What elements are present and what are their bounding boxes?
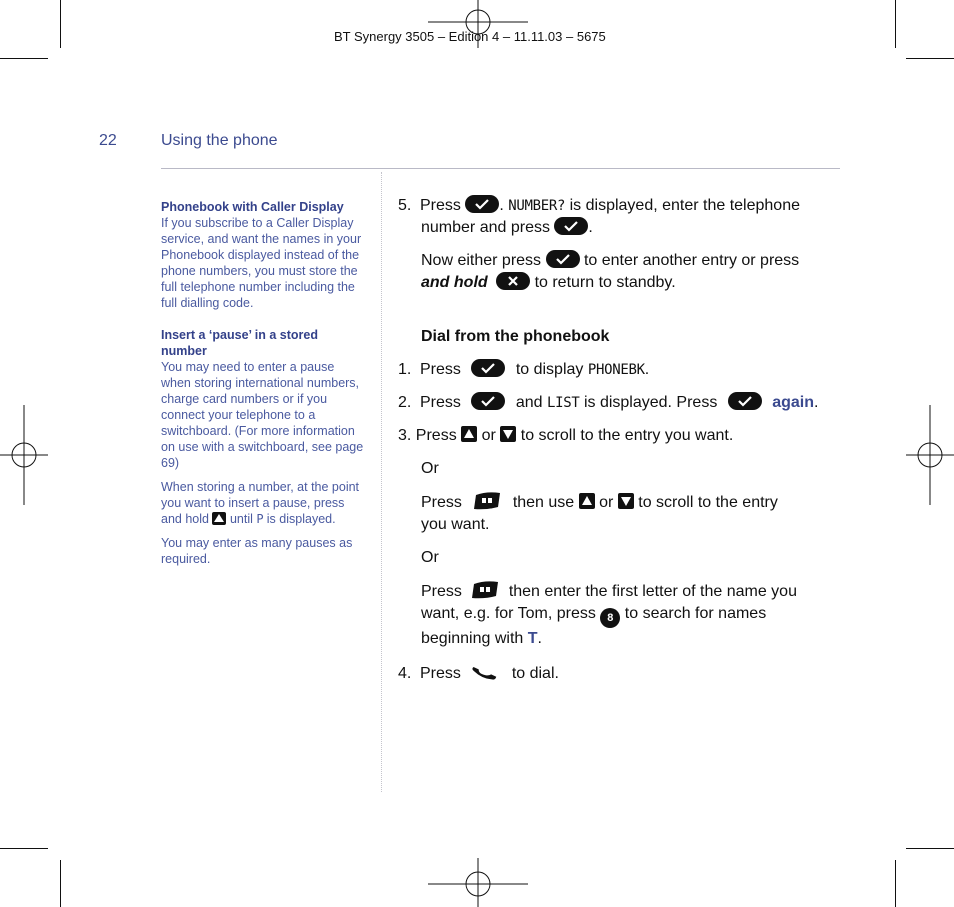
up-arrow-icon — [579, 493, 595, 509]
ok-check-icon — [471, 359, 505, 377]
cancel-x-icon — [496, 272, 530, 290]
phonebook-text: If you subscribe to a Caller Display service, and want the names in your Phonebook displayed instead of the phone numbers, you must store the full telephone number including the full dialling code. — [161, 216, 362, 310]
or-1: Or — [421, 460, 439, 477]
ok-check-icon — [465, 195, 499, 213]
phonebook-heading: Phonebook with Caller Display — [161, 200, 344, 214]
page-number: 22 — [99, 132, 117, 149]
header-rule — [161, 168, 840, 169]
ok-check-icon — [728, 392, 762, 410]
pause-text: You may need to enter a pause when storing international numbers, charge card numbers or if you connect your telephone to a switchboard. (For more information on use with a switchboard, see page 69) — [161, 360, 364, 470]
step-2: 2. Press and LIST is displayed. Press again. — [398, 394, 819, 411]
sidebar — [161, 199, 366, 567]
crop-mark — [906, 848, 954, 849]
up-arrow-icon — [212, 512, 226, 525]
pause-heading: Insert a ‘pause’ in a stored number — [161, 328, 319, 358]
edition-line: BT Synergy 3505 – Edition 4 – 11.11.03 – 5675 — [334, 29, 606, 44]
column-divider — [381, 172, 382, 792]
crop-mark — [60, 860, 61, 907]
step-4: 4. Press to dial. — [398, 661, 838, 685]
alt-1-cont: you want. — [421, 516, 490, 533]
step-5: 5. Press . NUMBER? is displayed, enter the telephone — [398, 197, 800, 214]
down-arrow-icon — [618, 493, 634, 509]
key-8-icon: 8 — [600, 608, 620, 628]
either-line-2: and hold to return to standby. — [421, 274, 676, 291]
crop-mark — [0, 58, 48, 59]
step-3: 3. Press or to scroll to the entry you want. — [398, 427, 734, 444]
alt-1: Press then use or to scroll to the entry — [398, 491, 838, 514]
crop-mark — [906, 58, 954, 59]
talk-handset-icon — [469, 661, 503, 683]
alt-2-cont: want, e.g. for Tom, press 8 to search for names — [398, 603, 838, 628]
registration-mark-icon — [428, 858, 528, 907]
crop-mark — [895, 0, 896, 48]
phonebook-icon — [468, 580, 502, 600]
crop-mark — [60, 0, 61, 48]
step-1: 1. Press to display PHONEBK. — [398, 361, 650, 378]
registration-mark-icon — [0, 405, 48, 505]
step-5-cont: number and press . — [421, 219, 593, 236]
either-line: Now either press to enter another entry or press — [421, 252, 800, 269]
or-2: Or — [421, 549, 439, 566]
ok-check-icon — [546, 250, 580, 268]
section-title: Using the phone — [161, 132, 278, 149]
pause-many: You may enter as many pauses as required. — [161, 536, 353, 566]
dial-heading: Dial from the phonebook — [421, 328, 610, 345]
alt-2: Press then enter the first letter of the name you — [398, 580, 838, 603]
registration-mark-icon — [906, 405, 954, 505]
ok-check-icon — [471, 392, 505, 410]
down-arrow-icon — [500, 426, 516, 442]
up-arrow-icon — [461, 426, 477, 442]
crop-mark — [0, 848, 48, 849]
phonebook-icon — [470, 491, 504, 511]
alt-2-cont-2: beginning with T. — [421, 630, 542, 647]
crop-mark — [895, 860, 896, 907]
ok-check-icon — [554, 217, 588, 235]
main-content — [398, 195, 838, 685]
pause-when: When storing a number, at the point you want to insert a pause, press and hold until P is displayed. — [161, 480, 360, 526]
